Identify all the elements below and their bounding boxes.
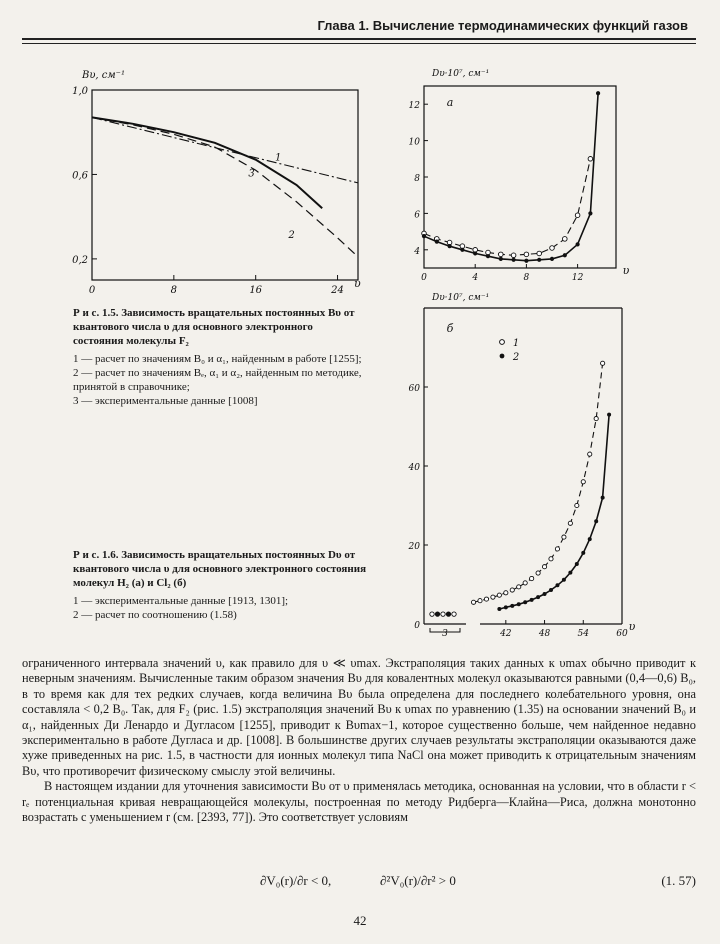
f16b-point-1 (536, 571, 540, 575)
f16a-point-2 (473, 251, 477, 255)
f16b-point-2 (562, 578, 566, 582)
fig15-legend-2: 2 — расчет по значениям Bₑ, α₁ и α₂, найденным по методике, принятой в справочнике; (73, 367, 362, 393)
f16b-point-2 (504, 605, 508, 609)
f16b-left-point (446, 612, 450, 616)
f16a-point-2 (512, 258, 516, 262)
f16b-point-2 (594, 519, 598, 523)
f16b-legend-marker-1 (500, 340, 505, 345)
figure-1-6b-chart (396, 290, 636, 650)
f16b-point-1 (497, 593, 501, 597)
f16b-legend-label-2: 2 (512, 352, 520, 363)
body-text (22, 656, 696, 825)
f16b-xtick-label: 48 (538, 629, 551, 639)
fig15-caption (73, 306, 365, 408)
f15-xtick-label: 0 (88, 285, 96, 296)
equation-number: (1. 57) (661, 873, 696, 888)
f16b-point-1 (562, 535, 566, 539)
f16a-ytick-label: 4 (414, 246, 420, 257)
f16b-point-2 (523, 600, 527, 604)
f16b-xtick-label-left: 3 (442, 629, 448, 639)
f16b-xlabel: υ (628, 620, 636, 633)
f16a-point-2 (435, 240, 439, 244)
f16b-point-2 (588, 537, 592, 541)
figure-1-6a-chart (396, 68, 636, 288)
f15-ylabel: Bυ, см⁻¹ (82, 70, 125, 81)
fig16-caption-title: Р и с. 1.6. Зависимость вращательных постоянных Dυ от квантового числа υ для основного электронного состояния молекул H₂ (а) и Cl₂ (б) (73, 549, 367, 589)
equation-1-57 (220, 869, 696, 895)
f16a-point-2 (460, 248, 464, 252)
f15-curve-label-3: 3 (248, 168, 255, 180)
f16b-point-1 (510, 588, 514, 592)
f16a-point-2 (588, 211, 592, 215)
f15-plot-frame (92, 90, 358, 280)
f16b-xtick-label: 54 (577, 629, 589, 639)
f16b-xtick-label: 60 (616, 629, 628, 639)
f16b-point-1 (549, 557, 553, 561)
f16b-point-1 (471, 600, 475, 604)
f15-curve-label-1: 1 (275, 152, 282, 164)
f16a-point-2 (563, 253, 567, 257)
f16b-left-point (435, 612, 439, 616)
f16a-point-2 (524, 259, 528, 263)
f16b-point-1 (523, 581, 527, 585)
f16b-point-1 (517, 585, 521, 589)
f16b-ylabel: Dυ·10⁷, см⁻¹ (432, 293, 490, 303)
fig15-legend-3: 3 — экспериментальные данные [1008] (73, 395, 258, 407)
f16b-point-1 (542, 565, 546, 569)
f16b-point-2 (497, 607, 501, 611)
f15-series-2 (92, 117, 358, 256)
f16b-point-1 (601, 361, 605, 365)
f15-ytick-label: 1,0 (72, 86, 88, 97)
f16b-legend-marker-2 (500, 354, 505, 359)
paragraph-1: ограниченного интервала значений υ, как правило для υ ≪ υmax. Экстраполяция таких данных к υmax обычно приводит к неверным значениям. Вычисленные таким образом значения Bυ для ковалентных молекул оказываются равными (0,4—0,6) B₀, в то время как для тех редких случаев, когда величина Bυ была определена для последнего колебательного уровня, она составляла < 0,2 B₀. Так, для F₂ (рис. 1.5) экстраполяция значений Bυ к υmax по уравнению (1.35) на основании значений B₀ и α₁, найденных Ди Ленардо и Дугласом [1255], приводит к Bυmax−1, которое существенно больше, чем найденное недавно экспериментально в работе Дугласа и др. [1008]. В большинстве других случаев результаты экстраполяции оказываются даже хуже приведенных на рис. 1.5, в частности для ионных молекул типа NaCl она может приводить к отрицательным значениям Bυ, что противоречит физическому смыслу этой величины. (22, 656, 696, 778)
f16b-point-2 (543, 592, 547, 596)
running-header: Глава 1. Вычисление термодинамических функций газов (317, 18, 688, 33)
f16a-point-1 (575, 213, 580, 218)
f15-xtick-label: 24 (331, 285, 344, 296)
f16a-point-2 (537, 258, 541, 262)
f16a-point-1 (524, 252, 529, 257)
f16b-point-2 (555, 583, 559, 587)
fig15-legend-1: 1 — расчет по значениям B₀ и α₁, найденным в работе [1255]; (73, 353, 362, 365)
f16a-series-2 (424, 93, 598, 260)
f16b-point-1 (594, 417, 598, 421)
f16b-point-1 (581, 480, 585, 484)
f16a-ytick-label: 8 (414, 174, 420, 184)
f16a-panel-letter: а (446, 96, 454, 109)
f16b-point-2 (549, 588, 553, 592)
f16b-point-2 (575, 562, 579, 566)
f16a-point-2 (486, 254, 490, 258)
f15-xlabel: υ (354, 277, 361, 290)
paragraph-2: В настоящем издании для уточнения зависимости Bυ от υ применялась методика, основанная на условии, что в области r < rₑ потенциальная кривая невращающейся молекулы, построенная по методу Ридберга—Клайна—Риса, должна монотонно возрастать с уменьшением r (см. [2393, 77]). Это соответствует условиям (22, 779, 696, 825)
f16b-left-point (430, 612, 434, 616)
f15-xtick-label: 16 (249, 285, 263, 296)
f16a-point-1 (588, 157, 593, 162)
f16a-xlabel: υ (622, 264, 630, 277)
f15-ytick-label: 0,6 (72, 170, 88, 182)
f16b-ytick-label: 20 (408, 542, 420, 552)
f16b-point-1 (555, 547, 559, 551)
f16a-xtick-label: 8 (523, 273, 530, 283)
header-rule (22, 38, 696, 40)
f16a-xtick-label: 12 (571, 273, 584, 283)
f16a-plot-frame (424, 86, 616, 268)
f16a-point-2 (596, 91, 600, 95)
f16a-point-2 (448, 244, 452, 248)
f16a-point-2 (499, 257, 503, 261)
f16b-point-2 (568, 571, 572, 575)
f16b-point-2 (601, 496, 605, 500)
equation-left: ∂V₀(r)/∂r < 0, (260, 873, 332, 888)
f16a-ytick-label: 12 (408, 101, 420, 112)
f16b-panel-letter: б (446, 322, 454, 335)
f15-xtick-label: 8 (170, 285, 178, 296)
f16a-point-1 (499, 252, 504, 257)
f16a-point-1 (550, 246, 555, 251)
fig16-legend-1: 1 — экспериментальные данные [1913, 1301]; (73, 595, 289, 607)
f16b-point-1 (588, 452, 592, 456)
f16b-left-point (452, 612, 456, 616)
f16b-legend-label-1: 1 (512, 338, 520, 349)
f16b-ytick-label: 60 (408, 384, 420, 394)
f16a-point-1 (563, 237, 568, 242)
f15-series-1 (92, 117, 358, 182)
f16a-point-2 (550, 257, 554, 261)
fig16-legend-2: 2 — расчет по соотношению (1.58) (73, 609, 237, 621)
f16b-point-1 (478, 599, 482, 603)
f16b-left-point (441, 612, 445, 616)
f15-ytick-label: 0,2 (72, 254, 88, 266)
f16b-point-1 (530, 576, 534, 580)
f16b-point-1 (575, 503, 579, 507)
f16b-point-1 (568, 521, 572, 525)
f16b-point-1 (504, 591, 508, 595)
equation-right: ∂²V₀(r)/∂r² > 0 (380, 873, 456, 888)
f16b-ytick-label: 40 (408, 463, 420, 473)
f16b-point-2 (530, 598, 534, 602)
f16a-xtick-label: 4 (472, 273, 479, 283)
f16a-point-2 (576, 242, 580, 246)
f16a-xtick-label: 0 (421, 273, 427, 283)
fig16-caption (73, 548, 369, 622)
f15-curve-label-2: 2 (288, 229, 295, 241)
fig15-caption-title: Р и с. 1.5. Зависимость вращательных постоянных Bυ от квантового числа υ для основного электронного состояния молекулы F₂ (73, 307, 355, 347)
f16a-point-1 (537, 251, 542, 256)
f16b-series-2 (499, 415, 609, 609)
f16b-point-2 (510, 604, 514, 608)
page-number: 42 (353, 913, 367, 928)
f16a-ylabel: Dυ·10⁷, см⁻¹ (432, 69, 490, 79)
f16b-point-2 (581, 551, 585, 555)
f16a-point-1 (511, 253, 516, 258)
f16b-xtick-label: 42 (500, 629, 512, 639)
f16a-ytick-label: 6 (414, 210, 420, 221)
f16a-ytick-label: 10 (408, 137, 420, 148)
f16b-point-2 (517, 602, 521, 606)
figure-1-5-chart (48, 70, 368, 300)
f16b-point-2 (536, 595, 540, 599)
f16b-point-1 (484, 597, 488, 601)
f16b-ytick-label: 0 (414, 621, 420, 631)
f16b-point-1 (491, 595, 495, 599)
header-rule-thin (22, 43, 696, 44)
f16a-point-2 (422, 234, 426, 238)
f16b-point-2 (607, 413, 611, 417)
